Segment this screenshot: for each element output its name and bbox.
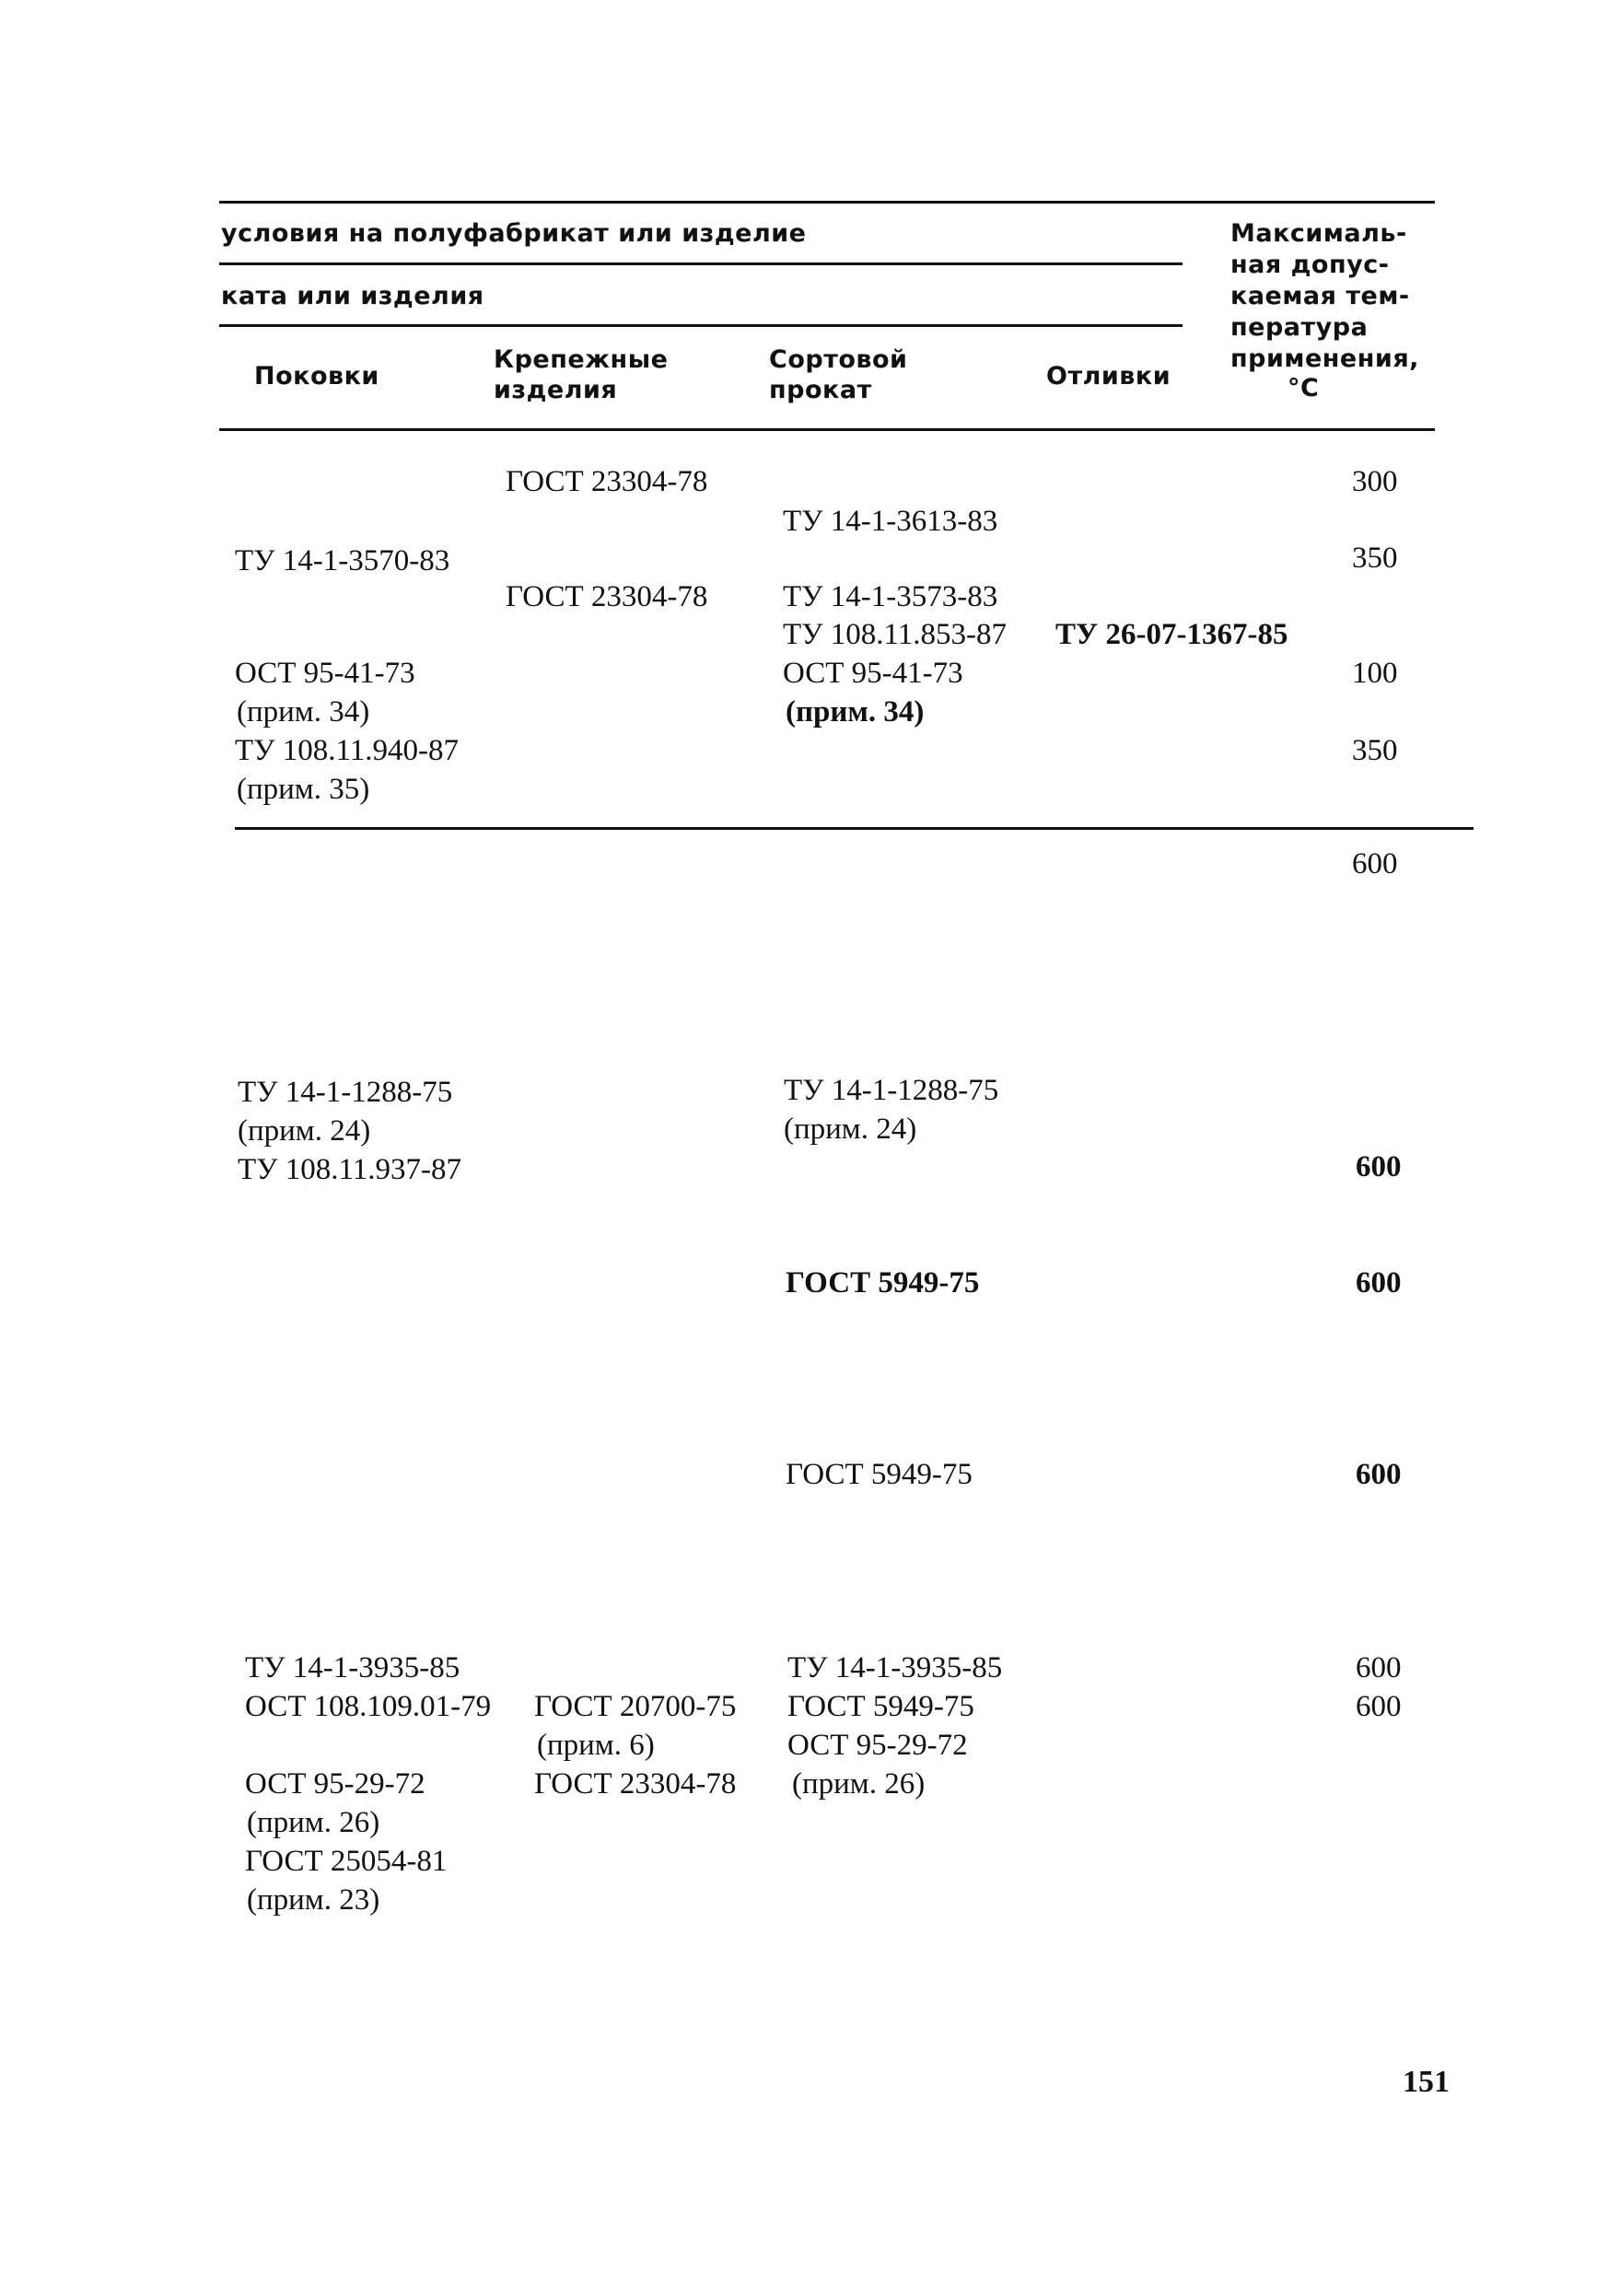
cell-forgings-note: (прим. 24) <box>238 1114 371 1148</box>
header-col-bars-2: прокат <box>769 376 872 404</box>
cell-forgings-note: (прим. 23) <box>247 1883 380 1917</box>
header-col-temp-2: ная допус- <box>1230 251 1390 279</box>
header-col-fasteners-2: изделия <box>494 376 618 404</box>
cell-fasteners-note: (прим. 6) <box>537 1729 655 1762</box>
header-line-1: условия на полуфабрикат или изделие <box>221 219 807 248</box>
cell-bars-note: (прим. 24) <box>784 1113 917 1146</box>
page-number: 151 <box>1403 2065 1450 2099</box>
header-col-temp-3: каемая тем- <box>1230 282 1410 310</box>
cell-temp: 600 <box>1356 1266 1402 1300</box>
cell-temp: 350 <box>1352 734 1398 767</box>
cell-castings: ТУ 26-07-1367-85 <box>1055 618 1288 651</box>
cell-fasteners: ГОСТ 23304-78 <box>506 580 708 613</box>
cell-bars: ГОСТ 5949-75 <box>787 1690 974 1723</box>
cell-forgings: ТУ 14-1-3570-83 <box>235 544 450 577</box>
cell-bars-note: (прим. 34) <box>786 695 925 728</box>
header-col-fasteners-1: Крепежные <box>494 345 669 374</box>
cell-fasteners: ГОСТ 20700-75 <box>534 1690 737 1723</box>
cell-fasteners: ГОСТ 23304-78 <box>534 1767 737 1801</box>
cell-forgings: ОСТ 95-29-72 <box>245 1767 425 1801</box>
cell-temp: 100 <box>1352 657 1398 690</box>
cell-fasteners: ГОСТ 23304-78 <box>506 465 708 498</box>
cell-bars: ГОСТ 5949-75 <box>786 1266 980 1300</box>
cell-forgings: ТУ 108.11.937-87 <box>238 1153 462 1186</box>
cell-forgings: ГОСТ 25054-81 <box>245 1845 448 1878</box>
cell-bars: ТУ 14-1-3573-83 <box>783 580 998 613</box>
header-col-temp-6: °C <box>1288 374 1320 402</box>
header-col-temp-1: Максималь- <box>1230 219 1407 248</box>
cell-forgings-note: (прим. 26) <box>247 1806 380 1839</box>
cell-temp: 600 <box>1356 1651 1402 1684</box>
header-col-temp-5: применения, <box>1230 344 1419 373</box>
cell-bars: ГОСТ 5949-75 <box>786 1458 973 1491</box>
cell-forgings: ТУ 14-1-1288-75 <box>238 1076 453 1109</box>
header-mid-rule-2 <box>219 324 1183 327</box>
header-col-forgings: Поковки <box>254 362 379 390</box>
header-col-castings: Отливки <box>1046 362 1171 390</box>
cell-forgings: ТУ 108.11.940-87 <box>235 734 460 767</box>
cell-bars: ТУ 108.11.853-87 <box>783 618 1008 651</box>
cell-forgings: ОСТ 108.109.01-79 <box>245 1690 492 1723</box>
cell-forgings-note: (прим. 35) <box>237 773 370 806</box>
header-col-bars-1: Сортовой <box>769 345 908 374</box>
cell-forgings-note: (прим. 34) <box>237 695 370 728</box>
cell-temp: 600 <box>1356 1458 1402 1491</box>
cell-bars-note: (прим. 26) <box>792 1767 926 1801</box>
cell-temp: 300 <box>1352 465 1398 498</box>
cell-bars: ОСТ 95-29-72 <box>787 1729 968 1762</box>
cell-bars: ТУ 14-1-3935-85 <box>787 1651 1003 1684</box>
cell-bars: ОСТ 95-41-73 <box>783 657 963 690</box>
cell-temp: 600 <box>1356 1150 1402 1183</box>
cell-temp: 600 <box>1356 1690 1402 1723</box>
cell-forgings: ТУ 14-1-3935-85 <box>245 1651 460 1684</box>
header-bottom-rule <box>219 428 1435 431</box>
header-line-2: ката или изделия <box>221 282 484 310</box>
cell-temp: 600 <box>1352 847 1398 880</box>
section-divider <box>235 827 1474 830</box>
cell-bars: ТУ 14-1-3613-83 <box>783 505 998 538</box>
cell-temp: 350 <box>1352 542 1398 575</box>
cell-bars: ТУ 14-1-1288-75 <box>784 1074 999 1107</box>
header-col-temp-4: пература <box>1230 313 1369 342</box>
header-mid-rule-1 <box>219 262 1183 265</box>
header-top-rule <box>219 201 1435 204</box>
cell-forgings: ОСТ 95-41-73 <box>235 657 415 690</box>
